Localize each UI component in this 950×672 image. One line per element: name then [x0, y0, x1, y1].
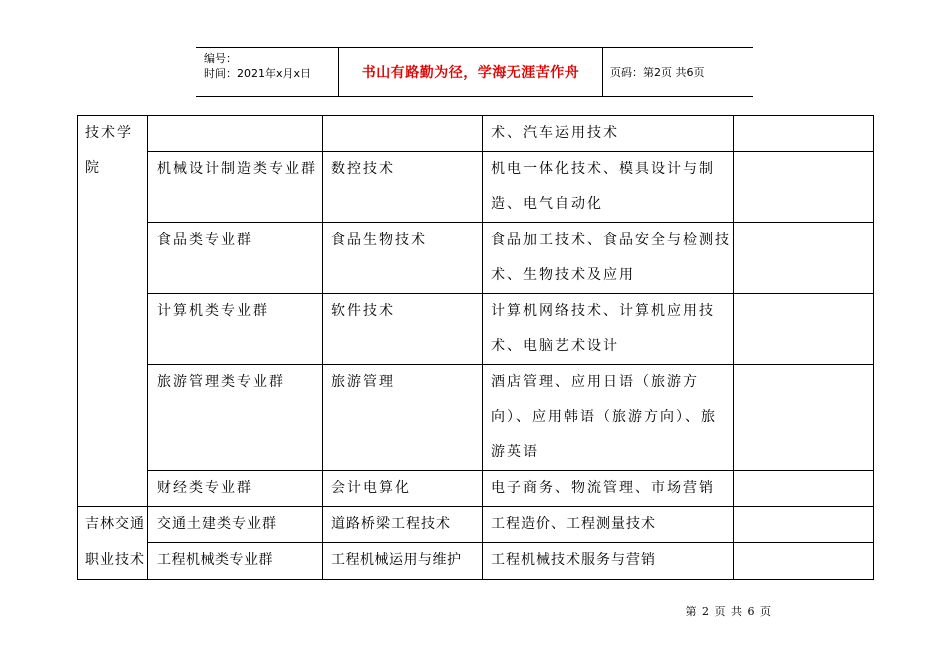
majors-cell: 机电一体化技术、模具设计与制造、电气自动化	[491, 161, 715, 212]
core-major-cell: 软件技术	[331, 303, 395, 319]
header-page-label: 页码：第2页 共6页	[610, 65, 705, 79]
majors-cell: 计算机网络技术、计算机应用技术、电脑艺术设计	[491, 303, 715, 354]
school-cell: 职业技术	[85, 552, 145, 568]
table-rule	[482, 115, 483, 580]
header-divider	[602, 47, 603, 97]
majors-cell: 术、汽车运用技术	[491, 125, 619, 141]
core-major-cell: 道路桥梁工程技术	[331, 516, 451, 532]
majors-cell: 酒店管理、应用日语（旅游方向）、应用韩语（旅游方向）、旅游英语	[491, 374, 717, 460]
table-rule	[147, 115, 148, 580]
core-major-cell: 数控技术	[331, 161, 395, 177]
majors-cell: 工程造价、工程测量技术	[491, 516, 656, 532]
group-cell: 机械设计制造类专业群	[157, 161, 317, 177]
school-cell: 技术学院	[85, 125, 133, 176]
majors-cell: 工程机械技术服务与营销	[491, 552, 656, 568]
table-rule	[733, 115, 734, 580]
header-bottom-rule	[196, 96, 753, 97]
table-rule	[873, 115, 874, 580]
core-major-cell: 食品生物技术	[331, 232, 427, 248]
table-rule	[322, 115, 323, 580]
table-rule	[77, 115, 874, 116]
group-cell: 交通土建类专业群	[157, 516, 277, 532]
footer-page-number: 第 2 页 共 6 页	[685, 605, 772, 618]
core-major-cell: 旅游管理	[331, 374, 395, 390]
date-label: 时间：2021年x月x日	[204, 67, 312, 80]
majors-cell: 电子商务、物流管理、市场营销	[491, 480, 715, 496]
school-cell: 吉林交通	[85, 516, 145, 532]
group-cell: 工程机械类专业群	[157, 552, 273, 568]
table-rule	[77, 115, 78, 580]
majors-cell: 食品加工技术、食品安全与检测技术、生物技术及应用	[491, 232, 731, 283]
number-label: 编号：	[204, 52, 237, 65]
group-cell: 计算机类专业群	[157, 303, 269, 319]
group-cell: 食品类专业群	[157, 232, 253, 248]
group-cell: 旅游管理类专业群	[157, 374, 285, 390]
header-motto: 书山有路勤为径，学海无涯苦作舟	[361, 64, 580, 81]
group-cell: 财经类专业群	[157, 480, 253, 496]
header-meta	[204, 51, 311, 81]
table-rule	[77, 579, 874, 580]
core-major-cell: 会计电算化	[331, 480, 411, 496]
core-major-cell: 工程机械运用与维护	[331, 552, 462, 568]
